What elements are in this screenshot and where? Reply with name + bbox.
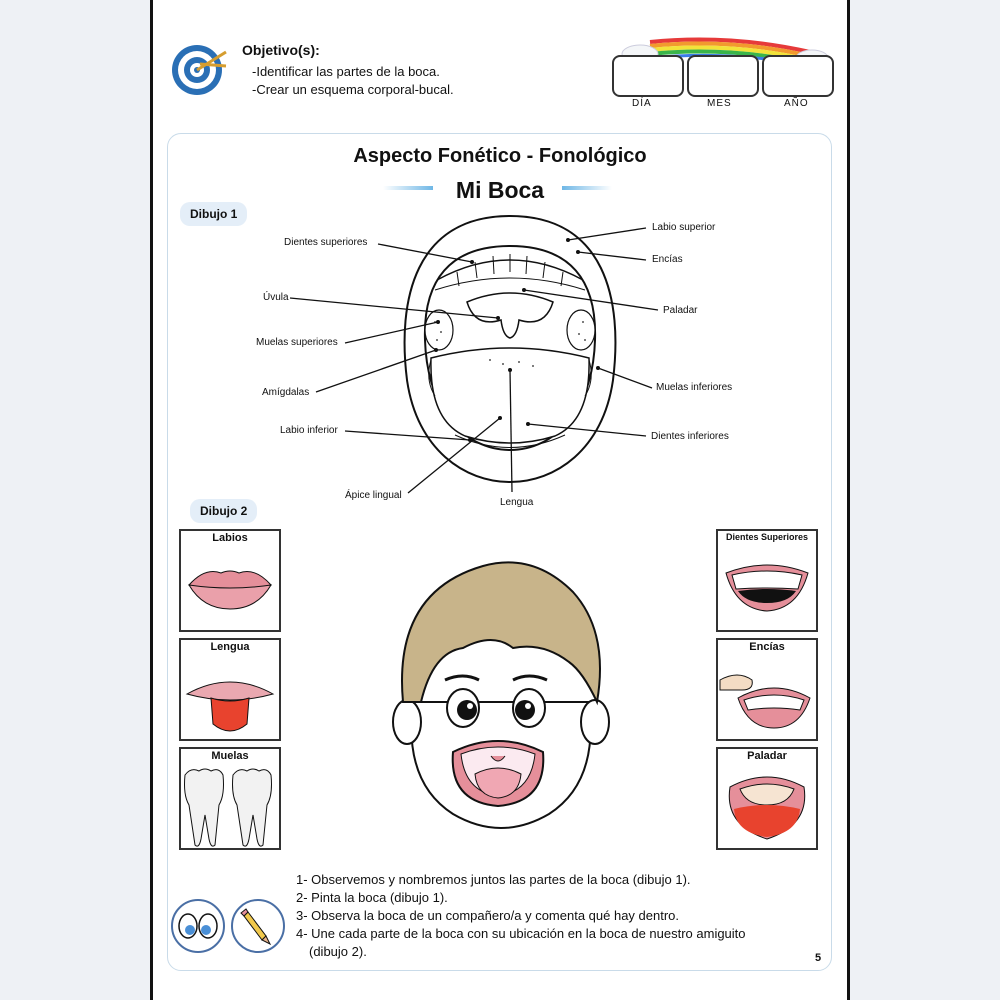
card-lips[interactable]	[179, 529, 281, 632]
page-subtitle: Mi Boca	[455, 177, 545, 203]
card-palate-title: Paladar	[747, 750, 787, 762]
instruction-4: 4- Une cada parte de la boca con su ubicación en la boca de nuestro amiguito	[296, 926, 746, 941]
month-label: MES	[707, 98, 732, 109]
palate-icon	[718, 765, 816, 849]
card-gums[interactable]	[716, 638, 818, 741]
card-molars[interactable]	[179, 747, 281, 850]
instruction-1: 1- Observemos y nombremos juntos las partes de la boca (dibujo 1).	[296, 872, 691, 887]
gums-icon	[718, 656, 816, 740]
label-tonsils: Amígdalas	[262, 387, 310, 398]
pencil-icon	[230, 898, 286, 954]
upper-teeth-icon	[718, 547, 816, 631]
label-uvula: Úvula	[263, 292, 289, 303]
page-title: Aspecto Fonético - Fonológico	[353, 145, 647, 167]
card-tongue[interactable]	[179, 638, 281, 741]
card-lips-title: Labios	[212, 532, 248, 544]
objective-title: Objetivo(s):	[242, 42, 320, 58]
card-palate[interactable]	[716, 747, 818, 850]
molars-icon	[181, 765, 279, 849]
page-number: 5	[815, 952, 822, 964]
card-gums-title: Encías	[749, 641, 785, 653]
card-upper-teeth-title: Dientes Superiores	[725, 532, 809, 542]
label-upper-teeth: Dientes superiores	[284, 237, 368, 248]
card-tongue-title: Lengua	[210, 641, 250, 653]
objective-item: -Crear un esquema corporal-bucal.	[252, 82, 454, 97]
drawing-1-label: Dibujo 1	[180, 202, 247, 226]
label-lower-lip: Labio inferior	[280, 425, 338, 436]
objective-item: -Identificar las partes de la boca.	[252, 64, 440, 79]
card-upper-teeth[interactable]	[716, 529, 818, 632]
label-tongue: Lengua	[500, 497, 534, 508]
instruction-2: 2- Pinta la boca (dibujo 1).	[296, 890, 448, 905]
day-label: DÍA	[632, 98, 652, 109]
instruction-3: 3- Observa la boca de un compañero/a y comenta qué hay dentro.	[296, 908, 680, 923]
eyes-icon	[170, 898, 226, 954]
label-upper-lip: Labio superior	[652, 222, 716, 233]
label-lower-teeth: Dientes inferiores	[651, 431, 729, 442]
label-gums: Encías	[652, 254, 683, 265]
label-lower-molars: Muelas inferiores	[656, 382, 733, 393]
tongue-icon	[181, 656, 279, 740]
label-upper-molars: Muelas superiores	[256, 337, 338, 348]
label-palate: Paladar	[663, 305, 698, 316]
year-label: AÑO	[784, 98, 809, 109]
label-tongue-tip: Ápice lingual	[345, 490, 402, 501]
lips-icon	[181, 547, 279, 631]
instruction-4-continuation: (dibujo 2).	[309, 944, 367, 959]
boy-face-illustration	[383, 552, 618, 830]
drawing-2-label: Dibujo 2	[190, 499, 257, 523]
card-molars-title: Muelas	[211, 750, 249, 762]
